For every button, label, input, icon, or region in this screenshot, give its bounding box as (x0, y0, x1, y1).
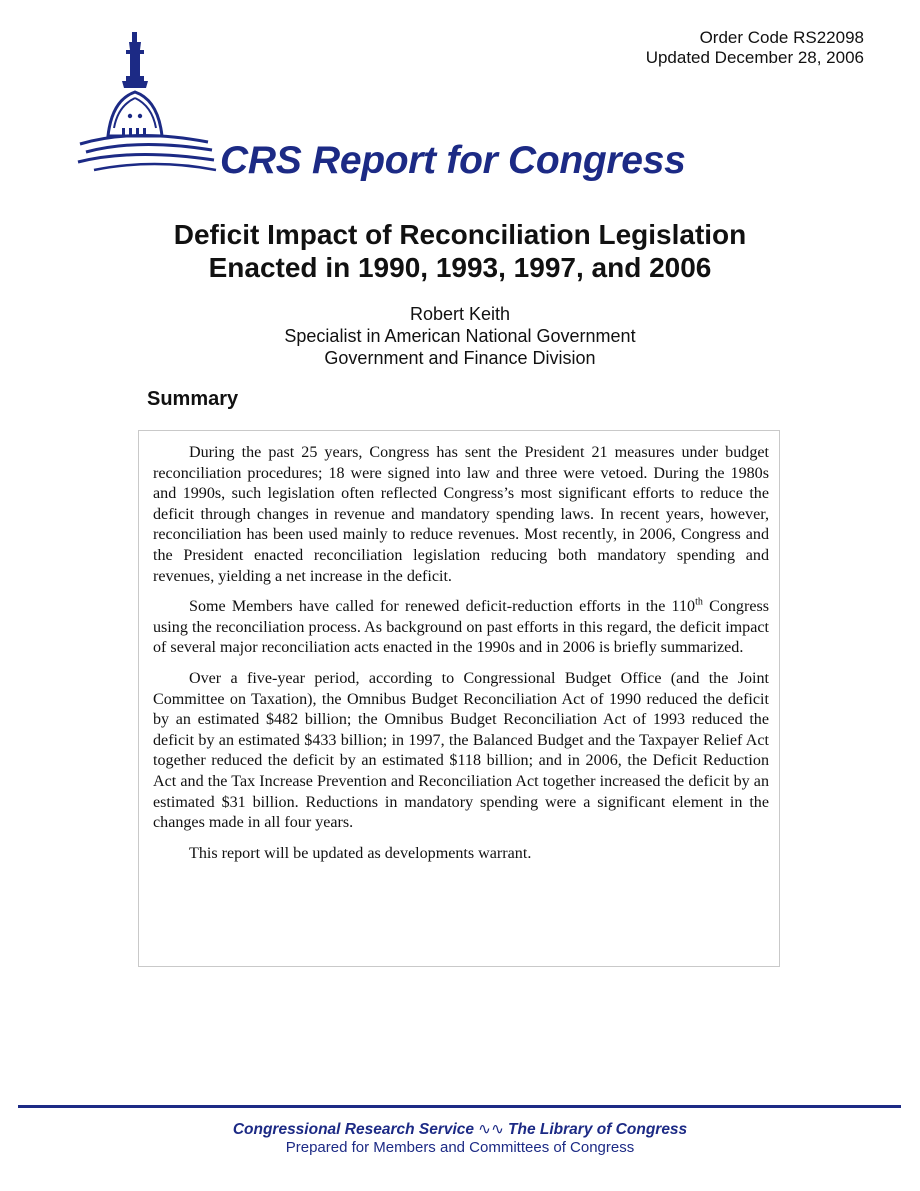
author-division: Government and Finance Division (324, 348, 596, 368)
summary-heading: Summary (147, 388, 239, 410)
footer-loc: The Library of Congress (508, 1121, 688, 1138)
summary-paragraph-2-end: Congress using the reconciliation process. As background on past efforts in this regard, the deficit impact of several major reconciliation acts enacted in the 1990s and in 2006 is briefly summarized. (153, 598, 769, 657)
summary-text (153, 443, 769, 874)
author-name: Robert Keith (409, 304, 511, 324)
document-title (0, 218, 920, 284)
summary-box (138, 430, 780, 967)
footer-crs: Congressional Research Service (232, 1121, 475, 1138)
footer-rule (18, 1105, 901, 1108)
order-info (646, 28, 864, 68)
summary-paragraph-3: Over a five-year period, according to Congressional Budget Office (and the Joint Committee on Taxation), the Omnibus Budget Reconciliation Act of 1990 reduced the deficit by an estimated $482 billion; the Omnibus Budget Reconciliation Act of 1993 reduced the deficit by an estimated $433 billion; in 1997, the Balanced Budget and the Taxpayer Relief Act together reduced the deficit by an estimated $118 billion; and in 2006, the Deficit Reduction Act and the Tax Increase Prevention and Reconciliation Act together increased the deficit by an estimated $31 billion. Reductions in mandatory spending were a significant element in the changes made in all four years. (153, 669, 769, 832)
ordinal-suffix: th (695, 596, 703, 608)
author-title: Specialist in American National Government (284, 326, 636, 346)
summary-paragraph-2-start: Some Members have called for renewed deficit-reduction efforts in the 110 (189, 598, 696, 616)
updated-date: Updated December 28, 2006 (645, 48, 864, 67)
summary-paragraph-1: During the past 25 years, Congress has sent the President 21 measures under budget reconciliation procedures; 18 were signed into law and three were vetoed. During the 1980s and 1990s, such legislation often reflected Congress’s most significant efforts to reduce the deficit through changes in revenue and mandatory spending laws. In recent years, however, reconciliation has been used mainly to reduce revenues. Most recently, in 2006, Congress and the President enacted reconciliation legislation reducing both mandatory spending and revenues, yielding a net increase in the deficit. (153, 444, 769, 585)
author-block (0, 303, 920, 369)
summary-paragraph-2 (153, 597, 769, 659)
footer-attribution (0, 1120, 920, 1139)
fleuron-icon: ∿∿ (478, 1121, 505, 1138)
title-line-1: Deficit Impact of Reconciliation Legislation (173, 219, 747, 250)
summary-paragraph-4: This report will be updated as developments warrant. (189, 844, 532, 862)
title-line-2: Enacted in 1990, 1993, 1997, and 2006 (208, 252, 712, 283)
footer-prepared: Prepared for Members and Committees of Congress (285, 1139, 635, 1156)
order-code: Order Code RS22098 (699, 28, 864, 47)
capitol-dome-icon (74, 28, 220, 188)
masthead-title: CRS Report for Congress (220, 139, 686, 182)
